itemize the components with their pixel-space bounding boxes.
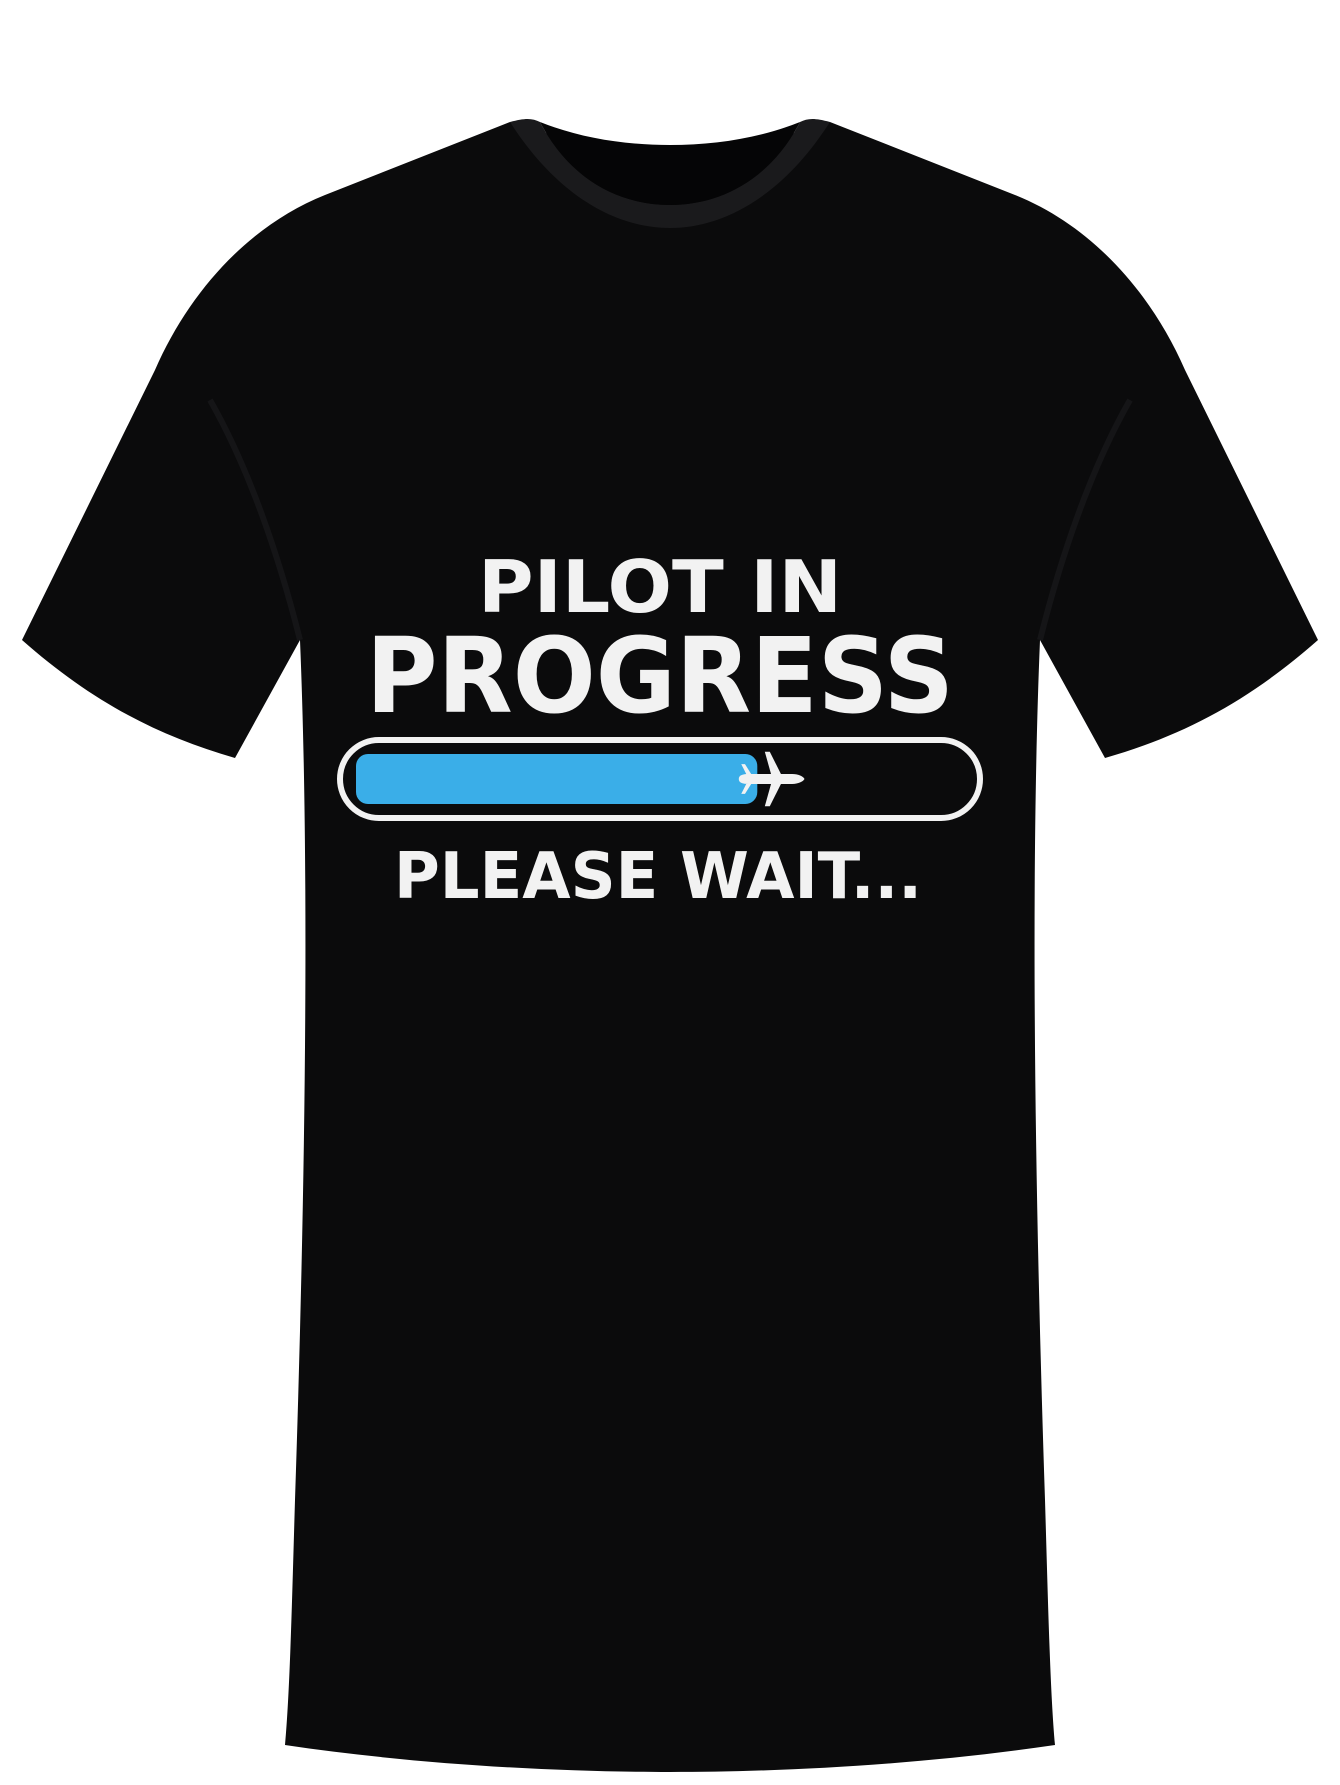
progress-bar-fill <box>356 754 757 804</box>
design-line-2: PROGRESS <box>366 615 954 737</box>
design-line-1: PILOT IN <box>478 545 842 629</box>
design-line-3: PLEASE WAIT... <box>394 840 922 914</box>
